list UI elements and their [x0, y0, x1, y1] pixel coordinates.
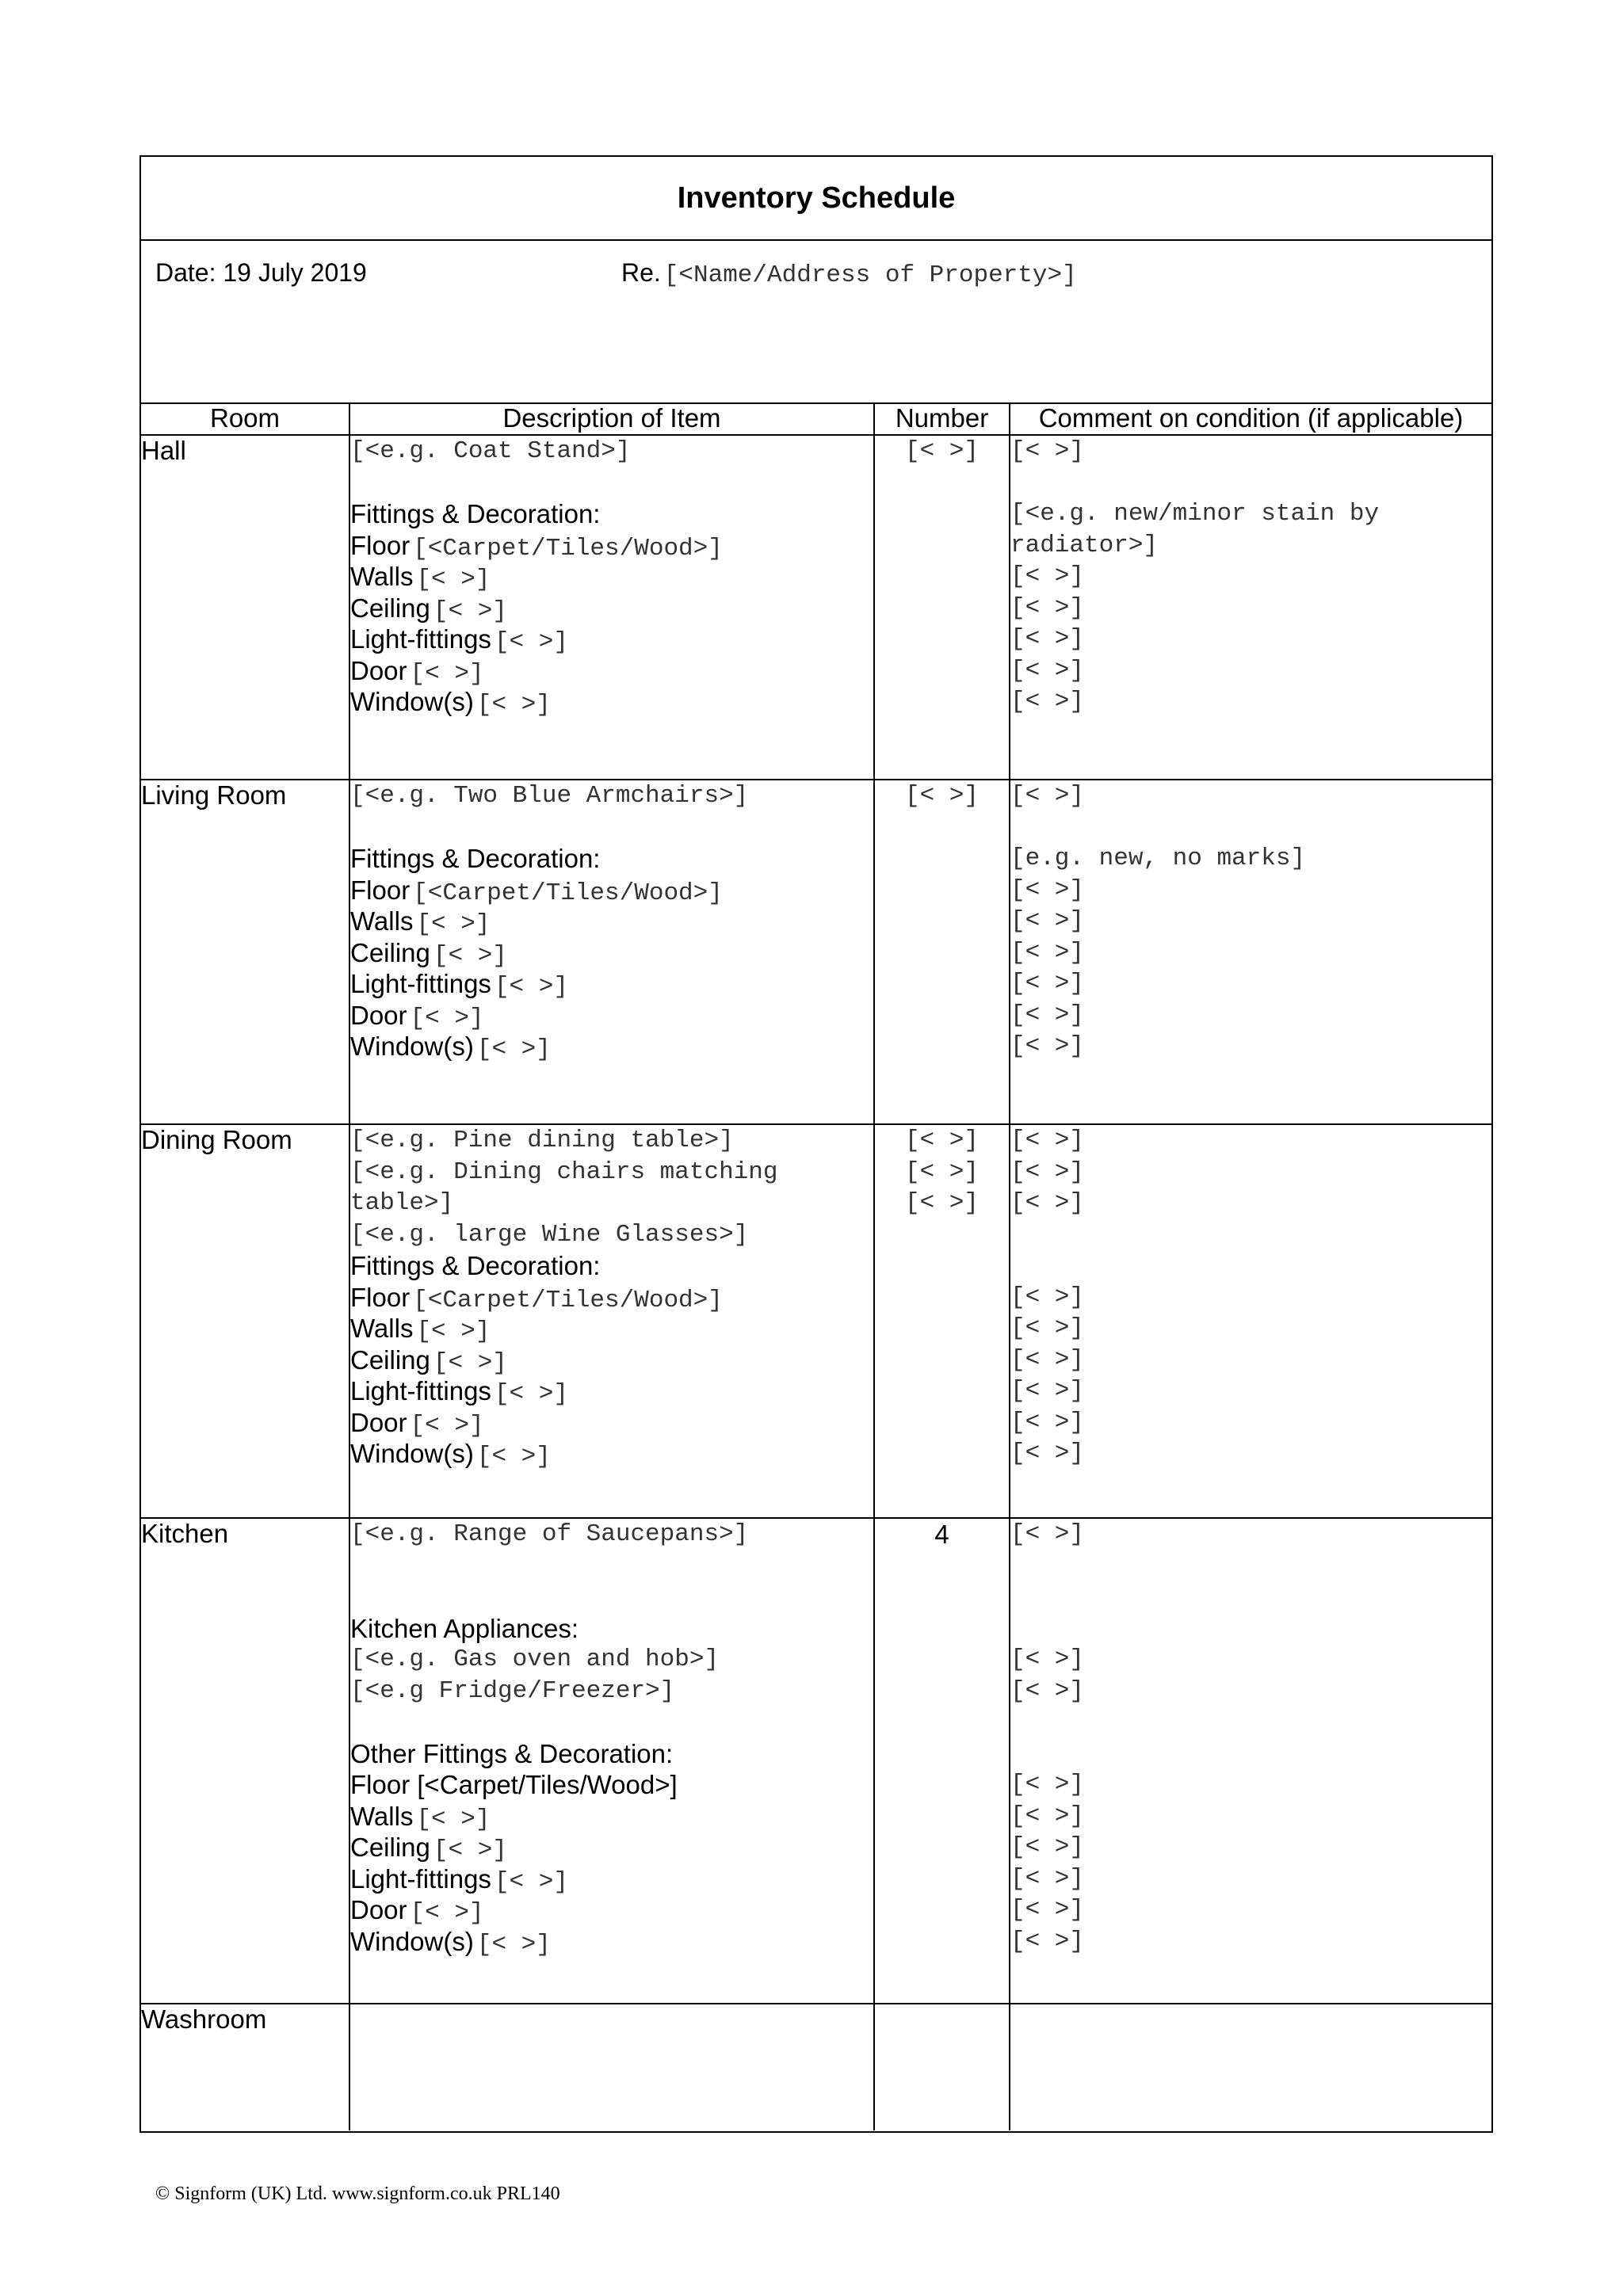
table-row-kitchen — [141, 1518, 1491, 2004]
floor-label: Floor — [350, 875, 411, 905]
ceiling-label: Ceiling — [350, 1833, 430, 1862]
footer-copyright: © Signform (UK) Ltd. www.signform.co.uk PRL140 — [155, 2183, 560, 2204]
comment-entry[interactable]: [< >] — [1010, 563, 1085, 590]
inventory-form — [139, 155, 1493, 2133]
table-row-dining-room — [141, 1124, 1491, 1518]
item-entry[interactable]: [<e.g. Pine dining table>] — [350, 1127, 734, 1154]
fittings-heading: Fittings & Decoration: — [350, 1251, 601, 1280]
walls-label: Walls — [350, 1314, 414, 1343]
windows-label: Window(s) — [350, 687, 474, 716]
windows-value[interactable]: [< >] — [476, 1035, 551, 1063]
light-fittings-value[interactable]: [< >] — [494, 628, 568, 656]
comment-entry[interactable]: [< >] — [1010, 938, 1085, 967]
comment-entry[interactable]: [< >] — [1010, 1864, 1085, 1893]
comment-entry[interactable]: [< >] — [1010, 1802, 1085, 1830]
item-entry[interactable]: [<e.g. Coat Stand>] — [350, 437, 631, 465]
door-label: Door — [350, 655, 407, 685]
ceiling-label: Ceiling — [350, 1344, 430, 1375]
light-fittings-label: Light-fittings — [350, 969, 491, 998]
floor-value[interactable]: [<Carpet/Tiles/Wood>] — [413, 879, 723, 907]
comment-cell — [1010, 780, 1491, 1124]
windows-value[interactable]: [< >] — [476, 1930, 551, 1958]
page-title: Inventory Schedule — [677, 181, 956, 215]
comment-cell[interactable] — [1010, 2004, 1491, 2130]
comment-entry[interactable]: [< >] — [1010, 1001, 1085, 1029]
floor-label: Floor — [350, 530, 411, 560]
appliance-entry[interactable]: [<e.g Fridge/Freezer>] — [350, 1676, 675, 1705]
comment-entry[interactable]: [< >] — [1010, 907, 1085, 935]
comment-entry[interactable]: [< >] — [1010, 1158, 1085, 1186]
comment-entry[interactable]: [< >] — [1010, 1314, 1085, 1342]
light-fittings-label: Light-fittings — [350, 624, 491, 654]
walls-value[interactable]: [< >] — [416, 1318, 491, 1345]
fittings-heading: Fittings & Decoration: — [350, 499, 601, 528]
room-name: Dining Room — [141, 1124, 349, 1518]
light-fittings-value[interactable]: [< >] — [494, 973, 568, 1001]
number-entry[interactable]: [< >] — [904, 782, 979, 810]
comment-entry[interactable]: [e.g. new, no marks] — [1010, 845, 1306, 872]
comment-entry[interactable]: [< >] — [1010, 1283, 1085, 1311]
door-value[interactable]: [< >] — [410, 1004, 484, 1032]
number-cell — [874, 780, 1010, 1124]
re-label: Re. — [621, 258, 661, 287]
light-fittings-value[interactable]: [< >] — [494, 1867, 568, 1896]
item-entry[interactable]: [<e.g. large Wine Glasses>] — [350, 1220, 749, 1249]
door-label: Door — [350, 1895, 407, 1924]
item-entry[interactable]: [<e.g. Range of Saucepans>] — [350, 1520, 749, 1548]
table-row-washroom — [141, 2004, 1491, 2130]
description-cell — [349, 780, 874, 1124]
comment-entry[interactable]: [< >] — [1010, 782, 1085, 810]
date-row — [141, 239, 1491, 404]
comment-entry[interactable]: [< >] — [1010, 1377, 1085, 1405]
walls-label: Walls — [350, 1801, 414, 1831]
windows-label: Window(s) — [350, 1032, 474, 1061]
col-header-comment: Comment on condition (if applicable) — [1010, 402, 1491, 435]
comment-entry[interactable]: [<e.g. new/minor stain by radiator>] — [1010, 500, 1380, 559]
comment-entry[interactable]: [< >] — [1010, 1408, 1085, 1436]
ceiling-value[interactable]: [< >] — [433, 941, 507, 970]
col-header-number: Number — [874, 402, 1010, 435]
description-cell — [349, 1518, 874, 2004]
walls-label: Walls — [350, 562, 414, 591]
number-entry[interactable]: [< >] — [904, 1127, 979, 1154]
number-cell[interactable] — [874, 2004, 1010, 2130]
comment-entry[interactable]: [< >] — [1010, 1440, 1085, 1467]
number-entry[interactable]: [< >] — [904, 1158, 979, 1186]
re-field[interactable] — [621, 258, 1077, 289]
comment-entry[interactable]: [< >] — [1010, 656, 1085, 685]
col-header-description: Description of Item — [349, 402, 874, 435]
title-row — [141, 157, 1491, 241]
number-cell — [874, 1124, 1010, 1518]
door-value[interactable]: [< >] — [410, 1899, 484, 1927]
door-value[interactable]: [< >] — [410, 1411, 484, 1440]
comment-entry[interactable]: [< >] — [1010, 1676, 1085, 1705]
ceiling-value[interactable]: [< >] — [433, 1836, 507, 1864]
description-cell — [349, 435, 874, 780]
walls-label: Walls — [350, 906, 414, 936]
comment-cell — [1010, 1518, 1491, 2004]
inventory-table — [141, 402, 1491, 2130]
date-field[interactable]: Date: 19 July 2019 — [155, 258, 367, 287]
ceiling-value[interactable]: [< >] — [433, 597, 507, 625]
comment-entry[interactable]: [< >] — [1010, 1345, 1085, 1374]
comment-entry[interactable]: [< >] — [1010, 1771, 1085, 1798]
comment-entry[interactable]: [< >] — [1010, 1032, 1085, 1060]
comment-entry[interactable]: [< >] — [1010, 1927, 1085, 1955]
ceiling-label: Ceiling — [350, 937, 430, 967]
header-row — [141, 402, 1491, 435]
description-cell[interactable] — [349, 2004, 874, 2130]
comment-entry[interactable]: [< >] — [1010, 625, 1085, 653]
windows-value[interactable]: [< >] — [476, 691, 551, 719]
table-row-living-room — [141, 780, 1491, 1124]
windows-label: Window(s) — [350, 1439, 474, 1468]
comment-entry[interactable]: [< >] — [1010, 875, 1085, 904]
comment-entry[interactable]: [< >] — [1010, 1896, 1085, 1924]
number-entry[interactable]: [< >] — [904, 437, 979, 465]
floor-label: Floor — [350, 1282, 411, 1312]
comment-entry[interactable]: [< >] — [1010, 688, 1085, 715]
light-fittings-label: Light-fittings — [350, 1376, 491, 1405]
comment-entry[interactable]: [< >] — [1010, 593, 1085, 622]
room-name: Washroom — [141, 2004, 349, 2130]
room-name: Living Room — [141, 780, 349, 1124]
light-fittings-value[interactable]: [< >] — [494, 1380, 568, 1408]
comment-entry[interactable]: [< >] — [1010, 1127, 1085, 1154]
comment-entry[interactable]: [< >] — [1010, 1520, 1085, 1548]
walls-value[interactable]: [< >] — [416, 1805, 491, 1833]
appliance-entry[interactable]: [<e.g. Gas oven and hob>] — [350, 1646, 720, 1673]
light-fittings-label: Light-fittings — [350, 1863, 491, 1894]
number-entry[interactable]: 4 — [934, 1520, 949, 1549]
description-cell — [349, 1124, 874, 1518]
comment-entry[interactable]: [< >] — [1010, 437, 1085, 465]
comment-entry[interactable]: [< >] — [1010, 1189, 1085, 1217]
number-cell — [874, 435, 1010, 780]
comment-entry[interactable]: [< >] — [1010, 1833, 1085, 1861]
item-entry[interactable]: [<e.g. Two Blue Armchairs>] — [350, 782, 749, 810]
fittings-heading: Fittings & Decoration: — [350, 844, 601, 873]
floor-value[interactable]: [<Carpet/Tiles/Wood>] — [413, 1286, 723, 1314]
col-header-room: Room — [141, 402, 349, 435]
comment-entry[interactable]: [< >] — [1010, 970, 1085, 997]
other-fittings-heading: Other Fittings & Decoration: — [350, 1738, 674, 1768]
comment-entry[interactable]: [< >] — [1010, 1646, 1085, 1673]
room-name: Hall — [141, 435, 349, 780]
door-value[interactable]: [< >] — [410, 659, 484, 688]
door-label: Door — [350, 1407, 407, 1437]
comment-cell — [1010, 435, 1491, 780]
table-row-hall — [141, 435, 1491, 780]
kitchen-appliances-heading: Kitchen Appliances: — [350, 1613, 579, 1643]
number-entry[interactable]: [< >] — [904, 1189, 979, 1217]
windows-label: Window(s) — [350, 1926, 474, 1956]
floor-entry[interactable]: Floor [<Carpet/Tiles/Wood>] — [350, 1770, 678, 1799]
floor-value[interactable]: [<Carpet/Tiles/Wood>] — [413, 534, 723, 563]
walls-value[interactable]: [< >] — [416, 566, 491, 593]
room-name: Kitchen — [141, 1518, 349, 2004]
ceiling-value[interactable]: [< >] — [433, 1348, 507, 1377]
comment-cell — [1010, 1124, 1491, 1518]
door-label: Door — [350, 1000, 407, 1030]
item-entry[interactable]: [<e.g. Dining chairs matching table>] — [350, 1158, 778, 1217]
re-value[interactable]: [<Name/Address of Property>] — [663, 261, 1077, 289]
ceiling-label: Ceiling — [350, 593, 430, 623]
windows-value[interactable]: [< >] — [476, 1443, 551, 1470]
number-cell — [874, 1518, 1010, 2004]
walls-value[interactable]: [< >] — [416, 910, 491, 938]
